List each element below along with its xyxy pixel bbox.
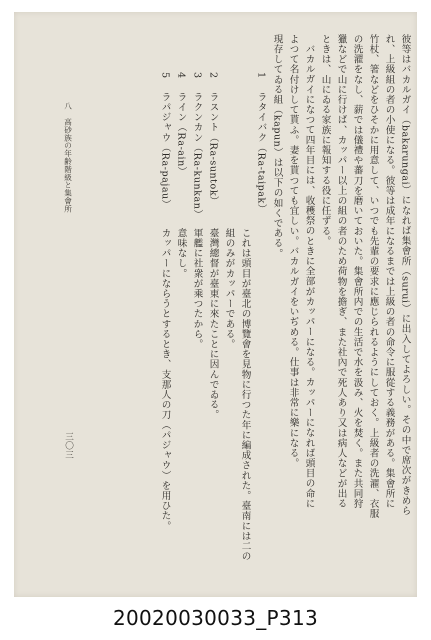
list-item-number: 1 [255,72,267,79]
list-item-name: ラタイバク（Ra-taipak） [255,92,267,214]
list-item-description: 臺灣總督が臺東に來たことに因んでゐる。 [207,228,219,420]
body-line: 竹杖、箸などをひそかに用意して、いつでも先輩の要求に應じられるようにしておく。上級者の洗濯、衣服 [367,34,379,519]
body-line: の洗濯をなし、薪では儀禮や蕃刀を磨いておいた。集會所内での生活で水を汲み、火を焚く。また共同狩 [351,34,363,509]
list-item-name: ラパジャウ（Ra-pajau） [159,92,171,210]
body-line: よつて名付けして貰ふ。妻を貰つても宜しい。バカルガイをいぢめる。仕事は非常に樂になる。 [287,34,299,469]
body-line: 獵などで山に行けば、カッパー以上の組の者のため荷物を擔ぎ、また社內で死人あり又は病人などが出る [335,34,347,509]
list-item-name: ライン（Ra-ain） [175,92,187,177]
list-item-name: ラスント（Ra-suntok） [207,92,219,207]
list-item-description: 組のみがカッパーである。 [223,228,235,350]
body-line: バカルガイになつて四年目には、收穫祭のときに全部がカッパーになる。カッパーになれば頭目の命に [303,44,315,509]
body-line: 彼等はバカルガイ（bakarungai）になれば集會所（surui）に出入してよろしい。その中で席次がきめら [399,34,411,516]
body-line: ときは、山にゐる家族に報知する役に任ずる。 [319,34,331,247]
running-head: 八 高砂族の年齢階級と集會所 [63,102,73,213]
list-item-description: 軍艦に社衆が乘つたから。 [191,228,203,350]
list-item-number: 4 [175,72,187,79]
book-page [14,12,417,597]
body-line: れ、上級組の者の小使になる。彼等は成年になるまでは上級の者の命令に服從する義務がある。集會所に [383,34,395,509]
list-item-name: ラクンカン（Ra-kunkan） [191,92,203,220]
list-item-number: 2 [207,72,219,79]
list-item-description: これは頭目が臺北の博覽會を見物に行つた年に編成された。臺南には二の [239,228,251,562]
list-item-number: 3 [191,72,203,79]
list-item-description: カッパーにならうとするとき、支那人の刀（パジャウ）を用ひた。 [159,228,171,531]
body-line: 現存してゐる組（kapun）は以下の如くである。 [271,34,283,259]
image-id-caption: 20020030033_P313 [112,606,318,630]
list-item-number: 5 [159,72,171,79]
list-item-description: 意味なし。 [175,228,187,279]
page-number: 三〇三 [63,432,74,460]
